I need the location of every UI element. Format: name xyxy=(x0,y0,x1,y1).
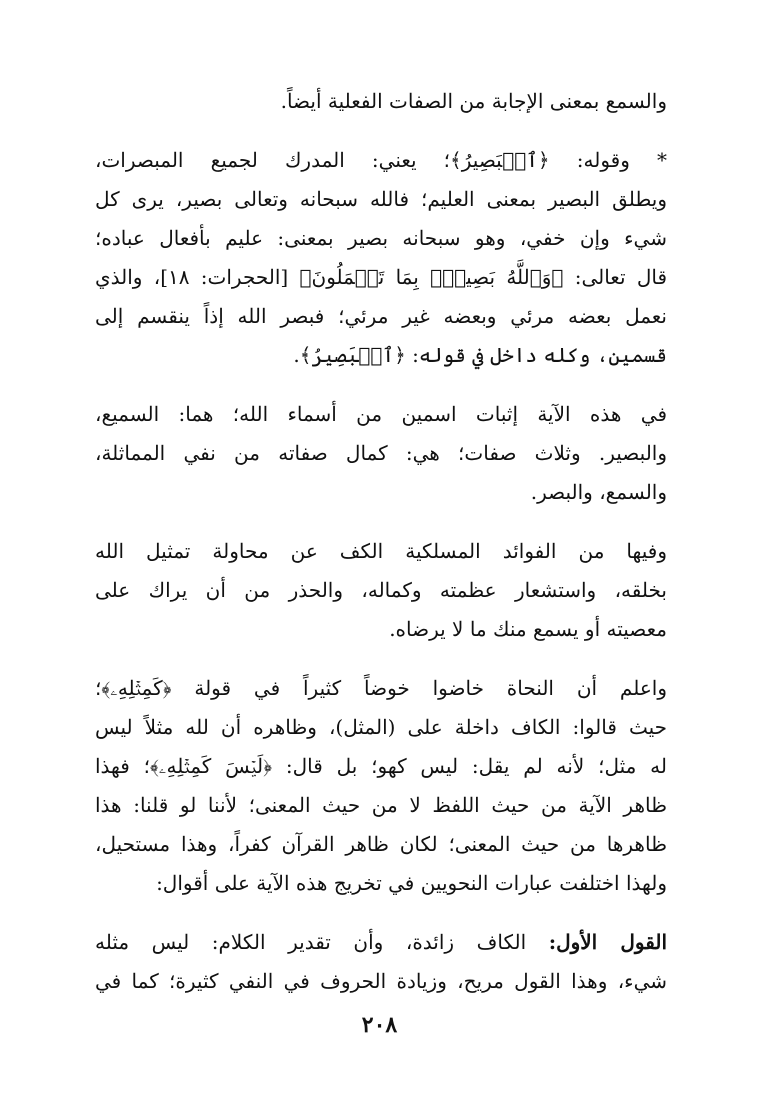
text-line: ظاهر الآية من حيث اللفظ لا من حيث المعنى؛ لأننا لو قلنا: هذا xyxy=(95,793,667,817)
text-line: وفيها من الفوائد المسلكية الكف عن محاولة تمثيل الله xyxy=(95,539,667,563)
page-body xyxy=(95,82,667,1001)
paragraph-2 xyxy=(95,141,667,375)
page-number: ٢٠٨ xyxy=(361,1012,398,1038)
text-line: قال تعالى: ﴿وَٱللَّهُ بَصِيرُۢ بِمَا تَعۡمَلُونَ﴾ [الحجرات: ١٨]، والذي xyxy=(95,265,667,289)
paragraph-6 xyxy=(95,923,667,1001)
text-line: ويطلق البصير بمعنى العليم؛ فالله سبحانه وتعالى بصير، يرى كل xyxy=(95,187,667,211)
paragraph-3 xyxy=(95,395,667,512)
text-fragment: الكاف زائدة، وأن تقدير الكلام: ليس مثله xyxy=(95,930,549,954)
text-line: شيء وإن خفي، وهو سبحانه بصير بمعنى: عليم بأفعال عباده؛ xyxy=(95,226,667,250)
text-line xyxy=(95,923,667,962)
text-line: شيء، وهذا القول مريح، وزيادة الحروف في النفي كثيرة؛ كما في xyxy=(95,969,667,993)
section-lead: القول الأول: xyxy=(548,930,667,954)
text-line: معصيته أو يسمع منك ما لا يرضاه. xyxy=(389,617,667,641)
text-line: والسمع بمعنى الإجابة من الصفات الفعلية أيضاً. xyxy=(280,89,667,113)
paragraph-1 xyxy=(95,82,667,121)
paragraph-5 xyxy=(95,669,667,903)
text-line: نعمل بعضه مرئي وبعضه غير مرئي؛ فبصر الله إذاً ينقسم إلى xyxy=(95,304,667,328)
text-line: في هذه الآية إثبات اسمين من أسماء الله؛ هما: السميع، xyxy=(95,402,667,426)
text-line: والسمع، والبصر. xyxy=(530,480,667,504)
text-line: قسمين، وكله داخل في قوله: ﴿ٱلۡبَصِيرُ﴾. xyxy=(293,343,667,367)
text-line: ظاهرها من حيث المعنى؛ لكان ظاهر القرآن كفراً، وهذا مستحيل، xyxy=(95,832,667,856)
text-line: حيث قالوا: الكاف داخلة على (المثل)، وظاهره أن لله مثلاً ليس xyxy=(95,715,667,739)
text-line: * وقوله: ﴿ٱلۡبَصِيرُ﴾؛ يعني: المدرك لجميع المبصرات، xyxy=(95,148,667,172)
paragraph-4 xyxy=(95,532,667,649)
text-line: والبصير. وثلاث صفات؛ هي: كمال صفاته من نفي المماثلة، xyxy=(95,441,667,465)
text-line: بخلقه، واستشعار عظمته وكماله، والحذر من أن يراك على xyxy=(95,578,667,602)
text-line: واعلم أن النحاة خاضوا خوضاً كثيراً في قولة ﴿كَمِثۡلِهِۦ﴾؛ xyxy=(95,676,667,700)
text-line: له مثل؛ لأنه لم يقل: ليس كهو؛ بل قال: ﴿لَيۡسَ كَمِثۡلِهِۦ﴾؛ فهذا xyxy=(95,754,667,778)
text-line: ولهذا اختلفت عبارات النحويين في تخريج هذه الآية على أقوال: xyxy=(156,871,667,895)
